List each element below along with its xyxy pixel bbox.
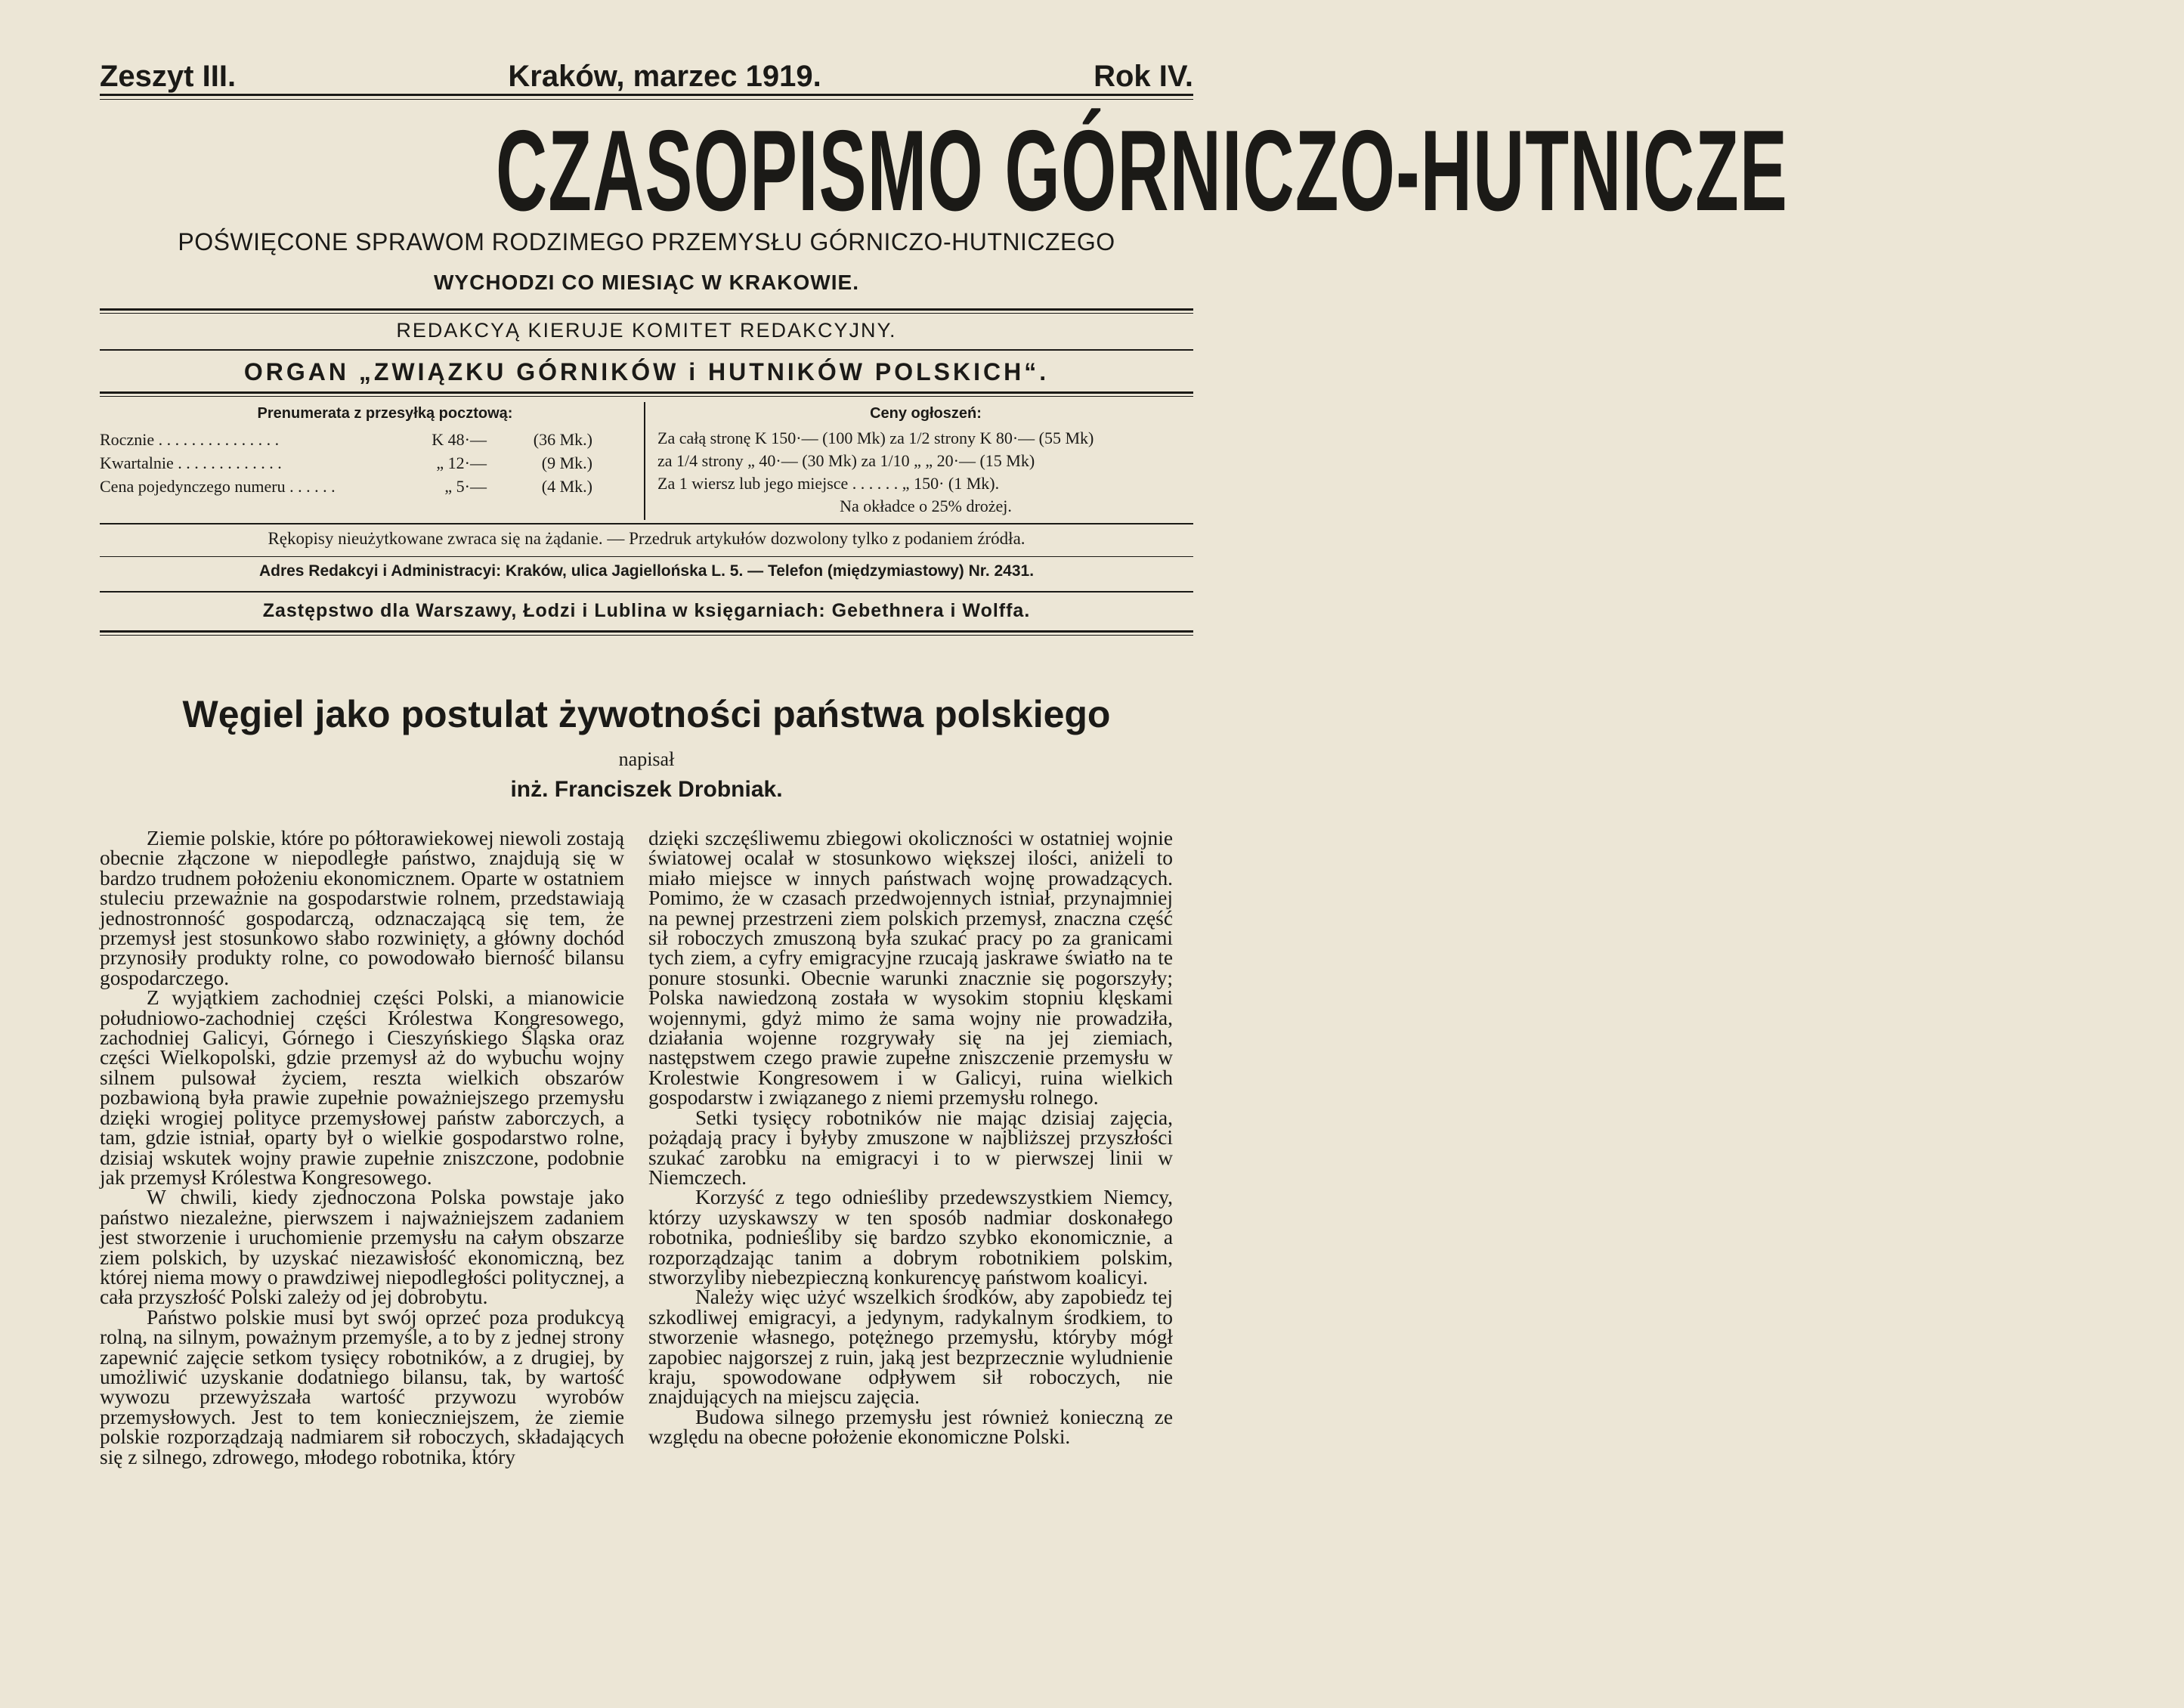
issue-number: Zeszyt III. xyxy=(100,60,237,93)
ad-price-line: Na okładce o 25% drożej. xyxy=(840,497,1012,515)
rule-5 xyxy=(100,556,1193,557)
ad-price-line: za 1/4 strony „ 40·— (30 Mk) za 1/10 „ „ 20·— (15 Mk) xyxy=(657,451,1035,470)
masthead-title: CZASOPISMO GÓRNICZO-HUTNICZE xyxy=(496,107,1789,235)
rule-2 xyxy=(100,349,1193,351)
subtitle: POŚWIĘCONE SPRAWOM RODZIMEGO PRZEMYSŁU GÓRNICZO-HUTNICZEGO xyxy=(178,228,1115,255)
place-date: Kraków, marzec 1919. xyxy=(508,60,821,93)
paragraph: W chwili, kiedy zjednoczona Polska powstaje jako państwo niezależne, pierwszem i najważniejszem zadaniem jest stworzenie i uruchomienie przemysłu na całym obszarze ziem polskich, by uzyskać niezawisłość ekonomiczną, bez której niema mowy o prawdziwej niepodległości politycznej, a cała przyszłość Polski zależy od jej dobrobytu. xyxy=(100,1186,624,1309)
ad-prices xyxy=(657,405,1194,518)
article-column-right xyxy=(648,828,1173,1447)
subscription-table xyxy=(100,405,640,500)
paragraph: dzięki szczęśliwemu zbiegowi okoliczności w ostatniej wojnie światowej ocalał w stosunkowo większej ilości, aniżeli to miało miejsce w innych państwach wojnę prowadzących. Pomimo, że w czasach przedwojennych istniał, przynajmniej na pewnej przestrzeni ziem polskich przemysł, znaczna część sił roboczych zmuszoną była szukać pracy po za granicami tych ziem, a cyfry emigracyjne rzucają jaskrawe światło na te ponure stosunki. Obecnie warunki znacznie się pogorszyły; Polska nawiedzoną została w wysokim stopniu klęskami wojennymi, gdyż mimo że sama wojny nie prowadziła, działania wojenne rozgrywały się na jej ziemiach, następstwem czego prawie zupełne zniszczenie przemysłu w Krolestwie Kongresowem i w Galicyi, ruina wielkich gospodarstw i związanego z niemi przemysłu rolnego. xyxy=(648,827,1173,1109)
ad-price-line: Za 1 wiersz lub jego miejsce . . . . . . „ 150· (1 Mk). xyxy=(657,474,1000,493)
paragraph: Należy więc użyć wszelkich środków, aby zapobiedz tej szkodliwej emigracyi, a jedynym, radykalnym środkiem, to stworzenie własnego, potężnego przemysłu, któryby mógł zapobiec najgorszej z ruin, jaką jest bezprzecznie wyludnienie kraju, spowodowane odpływem sił roboczych, nie znajdujących na miejscu zajęcia. xyxy=(648,1286,1173,1409)
article-title: Węgiel jako postulat żywotności państwa polskiego xyxy=(182,693,1111,735)
subscription-row: Cena pojedynczego numeru . . . . . . „ 5·— (4 Mk.) xyxy=(100,477,592,496)
rule-7 xyxy=(100,630,1193,633)
subscription-row: Kwartalnie . . . . . . . . . . . . . „ 12·— (9 Mk.) xyxy=(100,453,592,472)
paragraph: Z wyjątkiem zachodniej części Polski, a mianowicie południowo-zachodniej części Królestwa Kongresowego, zachodniej Galicyi, Górnego i Cieszyńskiego Śląska oraz części Wielkopolski, gdzie przemysł aż do wybuchu wojny silnem pulsował życiem, reszta wielkich obszarów pozbawioną była prawie zupełnie poważniejszego przemysłu dzięki wrogiej polityce przemysłowej państw zaborczych, a tam, gdzie istniał, oparty był o wielkie gospodarstwo rolne, dzisiaj wskutek wojny prawie zupełnie zniszczone, podobnie jak przemysł Królestwa Kongresowego. xyxy=(100,986,624,1189)
issue-header xyxy=(100,54,1193,94)
author: inż. Franciszek Drobniak. xyxy=(510,777,783,802)
paragraph: Setki tysięcy robotników nie mając dzisiaj zajęcia, pożądają pracy i byłyby zmuszone w najbliższej przyszłości szukać zarobku na emigracyi i to w pierwszej linii w Niemczech. xyxy=(648,1106,1173,1189)
paragraph: Ziemie polskie, które po półtorawiekowej niewoli zostają obecnie złączone w niepodległe państwo, znajdują się w bardzo trudnem położeniu ekonomicznem. Oparte w ostatniem stuleciu przeważnie na gospodarstwie rolnem, przedstawiają jednostronność gospodarczą, odznaczającą się tem, że przemysł jest stosunkowo słabo rozwinięty, a główny dochód przynosiły produkty rolne, co powodowało bierność bilansu gospodarczego. xyxy=(100,827,624,989)
rule-4 xyxy=(100,523,1193,524)
volume-year: Rok IV. xyxy=(1094,60,1193,93)
rule-1 xyxy=(100,308,1193,311)
article-column-left xyxy=(100,828,624,1467)
column-divider xyxy=(644,402,645,520)
paragraph: Budowa silnego przemysłu jest również konieczną ze względu na obecne położenie ekonomiczne Polski. xyxy=(648,1405,1173,1449)
rule-7b xyxy=(100,635,1193,636)
header-rule xyxy=(100,94,1193,96)
rule-3 xyxy=(100,391,1193,394)
header-rule-thin xyxy=(100,99,1193,100)
organ-line: ORGAN „ZWIĄZKU GÓRNIKÓW i HUTNIKÓW POLSKICH“. xyxy=(243,358,1050,385)
reprint-notice: Rękopisy nieużytkowane zwraca się na żądanie. — Przedruk artykułów dozwolony tylko z podaniem źródła. xyxy=(268,529,1025,548)
ad-prices-heading: Ceny ogłoszeń: xyxy=(870,405,982,422)
rule-1b xyxy=(100,313,1193,314)
address-line: Adres Redakcyi i Administracyi: Kraków, ulica Jagiellońska L. 5. — Telefon (międzymiastowy) Nr. 2431. xyxy=(258,562,1035,580)
by-label: napisał xyxy=(618,748,675,770)
masthead xyxy=(100,107,1789,235)
rule-6 xyxy=(100,591,1193,593)
editorial-line: REDAKCYĄ KIERUJE KOMITET REDAKCYJNY. xyxy=(396,319,897,342)
paragraph: Korzyść z tego odnieśliby przedewszystkiem Niemcy, którzy uzyskawszy w ten sposób nadmiar doskonałego robotnika, podnieśliby się bardzo szybko ekonomicznie, a rozporządzając tanim a dobrym robotnikiem polskim, stworzyliby niebezpieczną konkurencyę państwom koalicyi. xyxy=(648,1186,1173,1289)
ad-price-line: Za całą stronę K 150·— (100 Mk) za 1/2 strony K 80·— (55 Mk) xyxy=(657,429,1094,447)
subscription-row: Rocznie . . . . . . . . . . . . . . . K 48·— (36 Mk.) xyxy=(100,430,592,449)
subscription-heading: Prenumerata z przesyłką pocztową: xyxy=(257,405,513,422)
paragraph: Państwo polskie musi byt swój oprzeć poza produkcyą rolną, na silnym, poważnym przemyśle, a to by z jednej strony zapewnić zajęcie setkom tysięcy robotników, a z drugiej, by umożliwić uzyskanie dodatniego bilansu, tak, by wartość wywozu przewyższała wartość przywozu wyrobów przemysłowych. Jest to tem konieczniejszem, że ziemie polskie rozporządzają nadmiarem sił roboczych, składających się z silnego, zdrowego, młodego robotnika, który xyxy=(100,1305,624,1468)
agency-line: Zastępstwo dla Warszawy, Łodzi i Lublina w księgarniach: Gebethnera i Wolffa. xyxy=(262,600,1031,621)
rule-3b xyxy=(100,396,1193,397)
frequency-line: WYCHODZI CO MIESIĄC W KRAKOWIE. xyxy=(434,271,859,294)
